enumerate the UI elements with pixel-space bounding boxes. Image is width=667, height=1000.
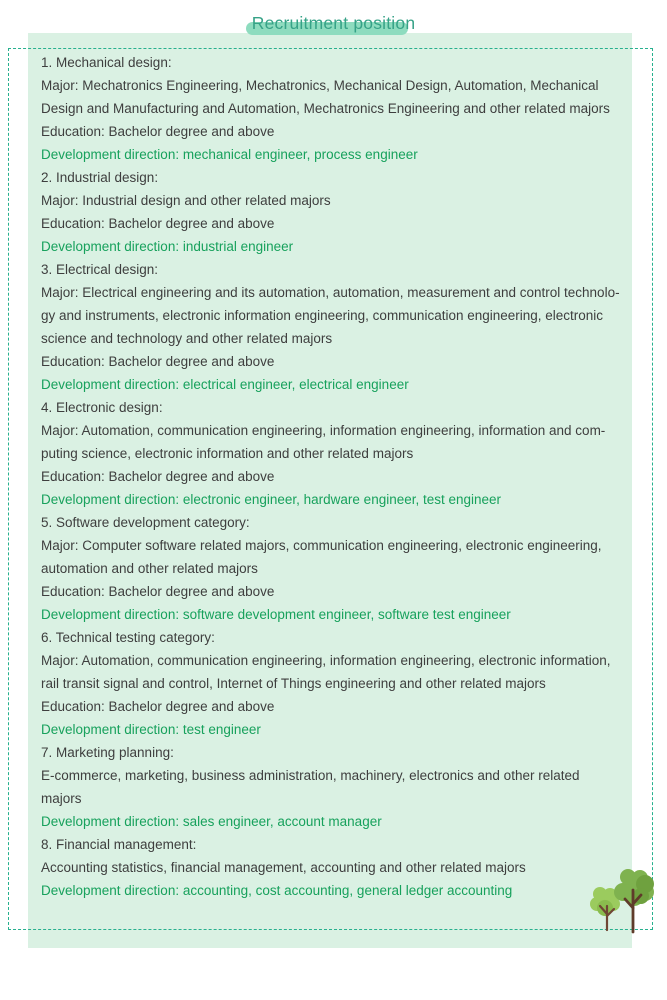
content-line: Development direction: test engineer — [41, 722, 261, 737]
content-line: Major: Automation, communication engineering, information engineering, information and com- — [41, 423, 606, 438]
content-line: majors — [41, 791, 82, 806]
content-line: 6. Technical testing category: — [41, 630, 215, 645]
content-line: Development direction: electrical engineer, electrical engineer — [41, 377, 409, 392]
content-line: 7. Marketing planning: — [41, 745, 174, 760]
content-lines — [41, 51, 626, 902]
content-line: Major: Industrial design and other related majors — [41, 193, 331, 208]
content-line: rail transit signal and control, Internet of Things engineering and other related majors — [41, 676, 546, 691]
large-tree-icon — [614, 869, 654, 932]
content-line: 2. Industrial design: — [41, 170, 159, 185]
content-line: Accounting statistics, financial management, accounting and other related majors — [41, 860, 526, 875]
content-line: Education: Bachelor degree and above — [41, 584, 275, 599]
content-line: Development direction: electronic engineer, hardware engineer, test engineer — [41, 492, 502, 507]
content-line: Major: Electrical engineering and its automation, automation, measurement and control technolo- — [41, 285, 620, 300]
content-line: Development direction: mechanical engineer, process engineer — [41, 147, 418, 162]
content-line: Education: Bachelor degree and above — [41, 216, 275, 231]
content-line: Major: Mechatronics Engineering, Mechatronics, Mechanical Design, Automation, Mechanical — [41, 78, 599, 93]
content-line: 5. Software development category: — [41, 515, 250, 530]
page-header — [0, 13, 667, 34]
content-line: Major: Computer software related majors, communication engineering, electronic engineering, — [41, 538, 602, 553]
content-line: 3. Electrical design: — [41, 262, 159, 277]
content-line: 8. Financial management: — [41, 837, 197, 852]
content-line: Education: Bachelor degree and above — [41, 124, 275, 139]
title-container — [252, 13, 416, 34]
content-line: Education: Bachelor degree and above — [41, 469, 275, 484]
page-title: Recruitment position — [251, 13, 416, 33]
content-line: Development direction: sales engineer, account manager — [41, 814, 382, 829]
content-line: 4. Electronic design: — [41, 400, 163, 415]
content-line: Major: Automation, communication engineering, information engineering, electronic information, — [41, 653, 611, 668]
content-line: automation and other related majors — [41, 561, 258, 576]
trees-decoration-icon — [583, 862, 663, 934]
content-line: 1. Mechanical design: — [41, 55, 172, 70]
content-line: Development direction: accounting, cost accounting, general ledger accounting — [41, 883, 513, 898]
content-line: Education: Bachelor degree and above — [41, 699, 275, 714]
content-line: Education: Bachelor degree and above — [41, 354, 275, 369]
content-line: gy and instruments, electronic information engineering, communication engineering, electronic — [41, 308, 604, 323]
content-line: Development direction: industrial engineer — [41, 239, 294, 254]
content-line: Design and Manufacturing and Automation, Mechatronics Engineering and other related majors — [41, 101, 610, 116]
content-line: puting science, electronic information and other related majors — [41, 446, 414, 461]
content-line: E-commerce, marketing, business administration, machinery, electronics and other related — [41, 768, 580, 783]
content-line: Development direction: software development engineer, software test engineer — [41, 607, 511, 622]
content-line: science and technology and other related majors — [41, 331, 333, 346]
